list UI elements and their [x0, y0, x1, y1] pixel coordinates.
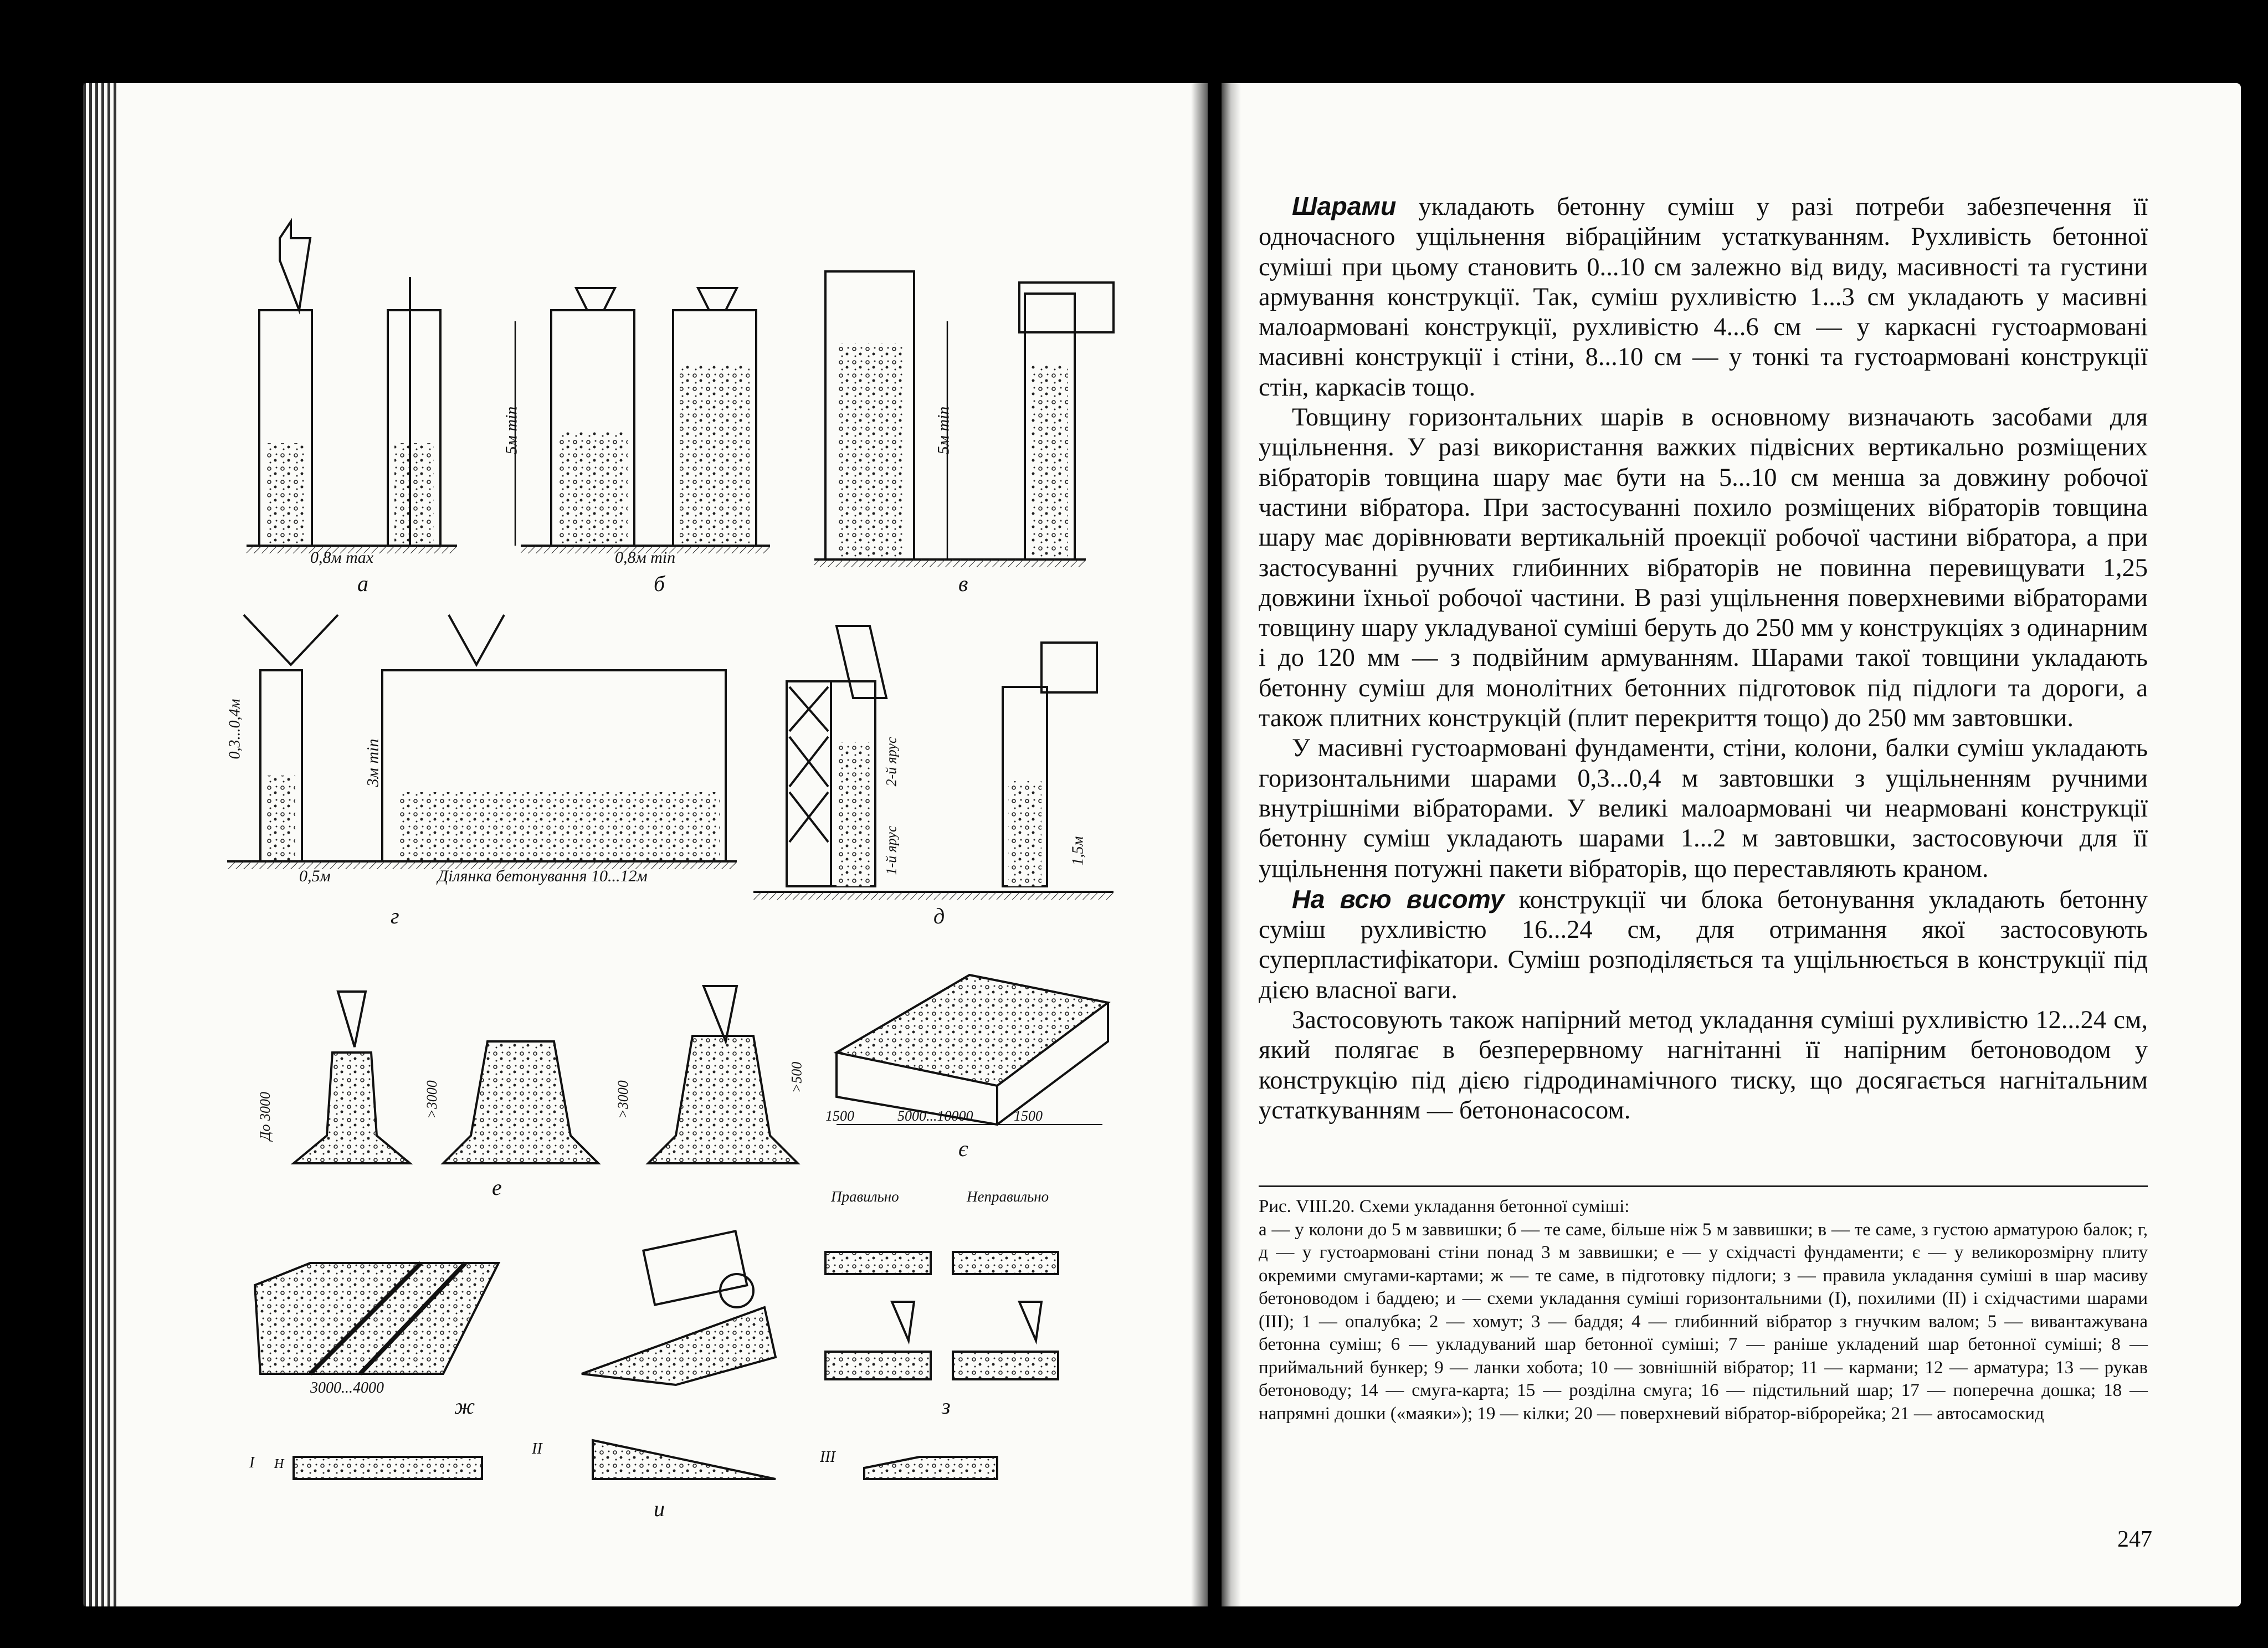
dim-ye-w2: 5000...10000 [897, 1108, 973, 1124]
panel-ye-drawing [837, 975, 1108, 1125]
dim-d-tier1: 1-й ярус [883, 825, 900, 875]
paragraph-4-body: конструкції чи блока бетонування укладають бетонну суміш рухливістю 16...24 см, для отримання якої застосовують суперпластифікатори. Суміш розподіляється та ущільнюється в конструкції під дією власної ваги. [1259, 885, 2148, 1004]
panel-label-ye: є [958, 1136, 968, 1161]
paragraph-1-body: укладають бетонну суміш у разі потреби забезпечення її одночасного ущільнення вібраційним устаткуванням. Рухливість бетонної суміші при цьому становить 0...10 см залежно від виду, масивності та густини армування конструкції. Так, суміш рухливістю 1...3 см укладають у масивні малоармовані конструкції, рухливістю 4...6 см — у каркасні густоармовані масивні конструкції і стіни, 8...10 см — у тонкі та густоармовані конструкції стін, каркасів тощо. [1259, 193, 2148, 402]
dim-d-tier2: 2-й ярус [883, 737, 900, 787]
caption-body: а — у колони до 5 м заввишки; б — те саме, більше ніж 5 м заввишки; в — те саме, з густою арматурою балок; г, д — у густоармовані стіни понад 3 м заввишки; е — у східчасті фундаменти; є — у великорозмірну плиту окремими смугами-картами; ж — те саме, в підготовку підлоги; з — правила укладання суміші в шар масиву бетоноводом і баддею; и — схеми укладання суміші горизонтальними (I), похилими (II) і східчастими шарами (III); 1 — опалубка; 2 — хомут; 3 — баддя; 4 — глибинний вібратор з гнучким валом; 5 — вивантажувана бетонна суміш; 6 — укладуваний шар бетонної суміші; 7 — раніше укладений шар бетонної суміші; 8 — приймальний бункер; 9 — ланки хобота; 10 — зовнішній вібратор; 11 — кармани; 12 — арматура; 13 — рукав бетоноводу; 14 — смуга-карта; 15 — розділна смуга; 16 — підстильний шар; 17 — поперечна дошка; 18 — напрямні дошки («маяки»); 19 — кілки; 20 — поверхневий вібратор-віброрейка; 21 — автосамоскид [1259, 1219, 2148, 1424]
paragraph-1 [1259, 191, 2148, 403]
paragraph-4 [1259, 884, 2148, 1005]
caption-divider [1259, 1185, 2148, 1187]
label-i-3: III [820, 1449, 835, 1466]
paragraph-4-lead: На всю висоту [1292, 884, 1505, 913]
panel-i-drawing [294, 1440, 997, 1479]
panel-zh-drawing [255, 1231, 776, 1385]
paragraph-5: Застосовують також напірний метод укладання суміші рухливістю 12...24 см, який полягає в безперервному нагнітанні її напірним бетоноводом у конструкцію під дією гідродинамічного тиску, що досягається нагнітальним устаткуванням — бетононасосом. [1259, 1006, 2148, 1125]
page-number: 247 [2117, 1527, 2152, 1552]
panel-label-a: а [357, 571, 368, 596]
caption-title: Рис. VIII.20. Схеми укладання бетонної суміші: [1259, 1197, 1630, 1216]
dim-ye-h: >500 [788, 1061, 805, 1093]
dim-a-width: 0,8м max [310, 548, 374, 567]
dim-ye-w3: 1500 [1014, 1108, 1043, 1124]
dim-v-height: 5м min [934, 406, 953, 455]
dim-b-width: 0,8м min [615, 548, 676, 567]
panel-a-drawing [247, 222, 457, 553]
panel-label-i: и [654, 1496, 665, 1521]
label-i-h: H [274, 1457, 284, 1471]
paragraph-2: Товщину горизонтальних шарів в основному визначають засобами для ущільнення. У разі використання важких підвісних вертикально розміщених вібраторів товщина шару має бути на 5...10 см менша за довжину робочої частини вібратора. При застосуванні похило розміщених вібраторів товщина шару має дорівнювати вертикальній проекції робочої частини вібратора, а при застосуванні ручних глибинних вібраторів не повинна перевищувати 1,25 довжини їхньої робочої частини. В разі ущільнення поверхневими вібраторами товщину шару укладуваної суміші беруть до 250 мм у конструкціях з одинарним і до 120 мм — з подвійним армуванням. Шарами такої товщини укладають бетонну суміш для монолітних бетонних підготовок під підлоги та дороги, а також плитних конструкцій (плит перекриття тощо) до 250 мм завтовшки. [1259, 403, 2148, 733]
panel-label-d: д [933, 903, 945, 928]
dim-e-h1: До 3000 [257, 1091, 274, 1141]
body-text [1259, 191, 2148, 1126]
label-i-1: I [249, 1454, 255, 1471]
panel-label-e: е [492, 1175, 502, 1200]
panel-d-drawing [753, 626, 1114, 900]
dim-ye-w1: 1500 [825, 1108, 854, 1124]
dim-e-h2: >3000 [423, 1080, 440, 1119]
panel-label-zh: ж [454, 1394, 475, 1419]
dim-d-height: 1,5м [1069, 836, 1087, 866]
paragraph-1-lead: Шарами [1292, 192, 1397, 220]
panel-label-z: з [942, 1394, 951, 1419]
label-z-incorrect: Неправильно [967, 1188, 1049, 1205]
dim-g-section: Ділянка бетонування 10...12м [438, 867, 648, 885]
paragraph-3: У масивні густоармовані фундаменти, стіни, колони, балки суміш укладають горизонтальними шарами 0,3...0,4 м завтовшки з ущільненням ручними внутрішніми вібраторами. У великі малоармовані чи неармовані конструкції бетонну суміш укладають шарами 1...2 м завтовшки, застосовуючи для її ущільнення потужні пакети вібраторів, що переставляють краном. [1259, 734, 2148, 883]
dim-g-gap: 0,5м [299, 867, 331, 885]
dim-b-height: 5м min [502, 406, 521, 455]
panel-label-g: г [391, 903, 399, 928]
panel-v-drawing [814, 271, 1114, 567]
panel-b-drawing [515, 288, 770, 553]
panel-z-drawing [825, 1252, 1058, 1379]
panel-g-drawing [227, 615, 737, 869]
panel-label-v: в [958, 571, 968, 596]
dim-zh-width: 3000...4000 [310, 1379, 384, 1397]
label-z-correct: Правильно [831, 1188, 899, 1205]
figure-caption [1259, 1195, 2148, 1425]
dim-e-h3: >3000 [614, 1080, 631, 1119]
dim-g-layer: 0,3...0,4м [226, 699, 244, 759]
label-i-2: II [532, 1440, 542, 1457]
dim-g-height: 3м min [363, 738, 382, 787]
panel-label-b: б [654, 571, 665, 596]
panel-e-drawing [294, 986, 798, 1163]
